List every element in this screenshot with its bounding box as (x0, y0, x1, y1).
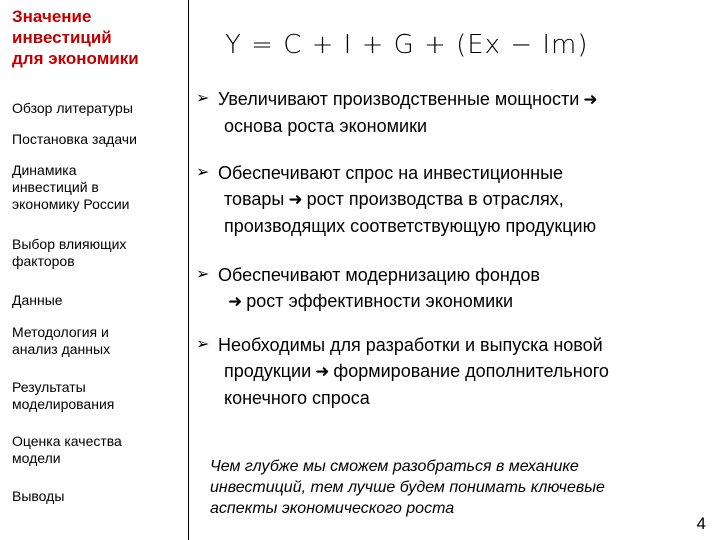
bullet-text: Необходимы для разработки и выпуска новой (218, 335, 603, 355)
sidebar-item-data[interactable]: Данные (12, 292, 63, 308)
bullet-text: Обеспечивают спрос на инвестиционные (218, 163, 564, 183)
sidebar-item-literature-review[interactable]: Обзор литературы (12, 100, 133, 116)
arrowhead-bullet-icon: ➢ (196, 162, 210, 181)
right-arrow-icon: ➜ (315, 362, 330, 382)
bullet-item (196, 262, 711, 315)
bullet-text: Увеличивают производственные мощности (218, 89, 580, 109)
arrowhead-bullet-icon: ➢ (196, 264, 210, 283)
sidebar-title: Значение инвестиций для экономики (12, 7, 139, 68)
bullet-item (196, 332, 711, 411)
sidebar-nav (0, 0, 189, 540)
arrowhead-bullet-icon: ➢ (196, 334, 210, 353)
bullet-text: продукции (224, 361, 312, 381)
bullet-text: рост эффективности экономики (246, 291, 514, 311)
bullet-text: рост производства в отраслях, (306, 189, 564, 209)
sidebar-item-methodology[interactable]: Методология и анализ данных (12, 324, 111, 357)
bullet-item (196, 86, 711, 139)
arrowhead-bullet-icon: ➢ (196, 88, 210, 107)
bullet-text: Обеспечивают модернизацию фондов (218, 265, 540, 285)
sidebar-item-investment-dynamics[interactable]: Динамика инвестиций в экономику России (12, 162, 130, 212)
bullet-text: формирование дополнительного (333, 361, 609, 381)
sidebar-item-factor-selection[interactable]: Выбор влияющих факторов (12, 236, 127, 269)
sidebar-item-modeling-results[interactable]: Результаты моделирования (12, 379, 115, 412)
bullet-text: товары (224, 189, 285, 209)
right-arrow-icon: ➜ (228, 292, 243, 312)
sidebar-item-problem-statement[interactable]: Постановка задачи (12, 131, 137, 147)
bullet-text: основа роста экономики (224, 116, 427, 136)
right-arrow-icon: ➜ (583, 90, 598, 110)
right-arrow-icon: ➜ (288, 190, 303, 210)
sidebar-item-model-quality[interactable]: Оценка качества модели (12, 433, 122, 466)
bullet-item (196, 160, 711, 239)
bullet-text: производящих соответствующую продукцию (224, 216, 597, 236)
gdp-formula: Y = C + I + G + (Ex − Im) (225, 30, 589, 60)
sidebar-item-conclusions[interactable]: Выводы (12, 488, 65, 504)
conclusion-note: Чем глубже мы сможем разобраться в механике инвестиций, тем лучше будем понимать ключевые аспекты экономического роста (210, 458, 605, 517)
bullet-text: конечного спроса (224, 388, 370, 408)
page-number: 4 (696, 514, 706, 533)
